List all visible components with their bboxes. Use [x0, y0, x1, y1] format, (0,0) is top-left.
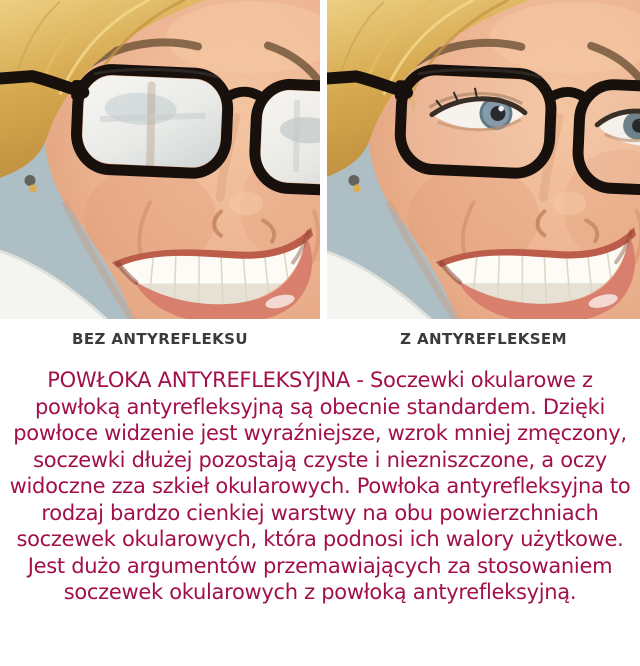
- woman-clear-glasses-illustration: [327, 0, 640, 319]
- photo-divider: [320, 0, 327, 319]
- article-text: POWŁOKA ANTYREFLEKSYJNA - Soczewki okularowe z powłoką antyrefleksyjną są obecnie standardem. Dzięki powłoce widzenie jest wyraźniejsze, wzrok mniej zmęczony, soczewki dłużej pozostają czyste i niezniszczone, a oczy widoczne zza szkieł okularowych. Powłoka antyrefleksyjna to rodzaj bardzo cienkiej warstwy na obu powierzchniach soczewek okularowych, która podnosi ich walory użytkowe. Jest dużo argumentów przemawiających za stosowaniem soczewek okularowych z powłoką antyrefleksyjną.: [9, 368, 631, 604]
- before-after-comparison: [0, 0, 640, 319]
- caption-without-antireflex: BEZ ANTYREFLEKSU: [72, 330, 248, 348]
- caption-row: [0, 319, 640, 359]
- photo-with-antireflex: [327, 0, 640, 319]
- caption-with-antireflex: Z ANTYREFLEKSEM: [400, 330, 567, 348]
- photo-without-antireflex: [0, 0, 320, 319]
- woman-reflective-glasses-illustration: [0, 0, 320, 319]
